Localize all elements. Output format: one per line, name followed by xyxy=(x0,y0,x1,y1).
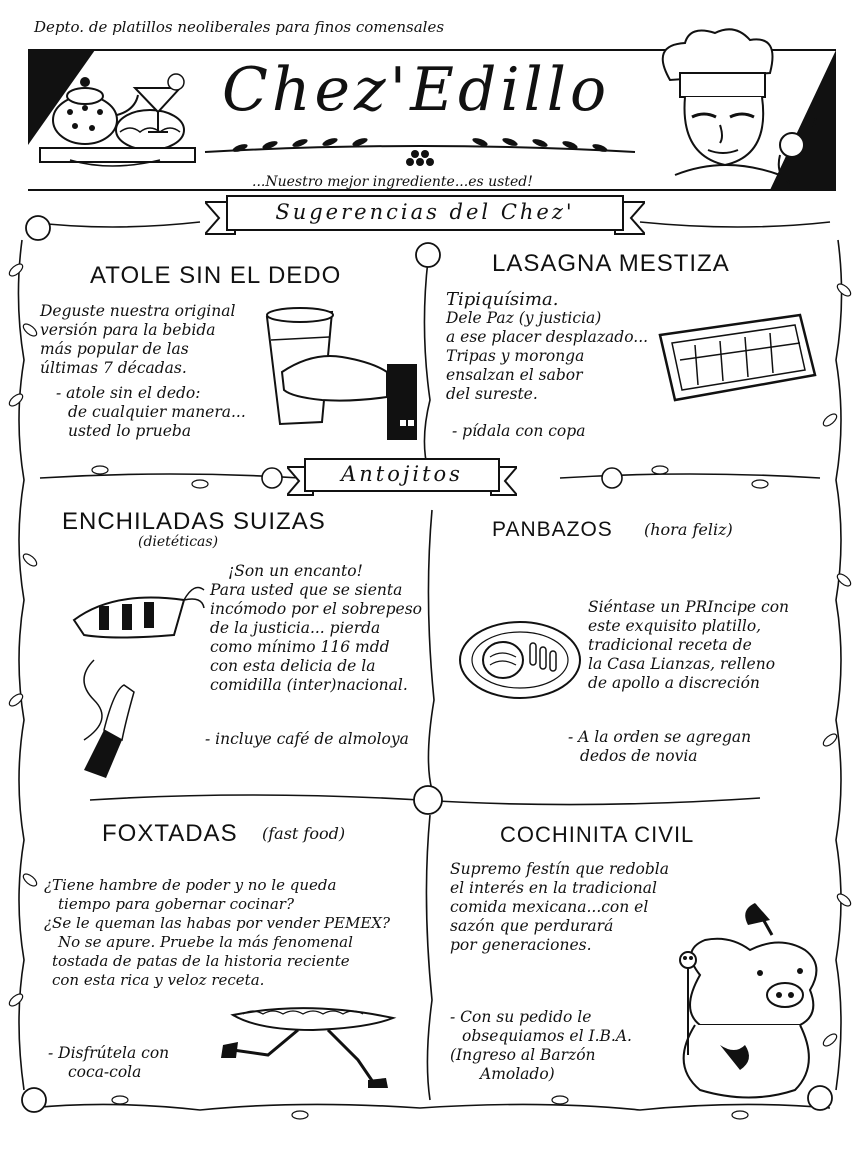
dish-body-panbazos: Siéntase un PRIncipe con este exquisito platillo, tradicional receta de la Casa Lianzas, relleno de apollo a discreción xyxy=(588,598,790,692)
dish-title-lasagna: LASAGNA MESTIZA xyxy=(492,250,730,277)
dish-title-foxtadas: FOXTADAS xyxy=(102,820,238,847)
dish-note-cochinita: - Con su pedido le obsequiamos el I.B.A. (Ingreso al Barzón Amolado) xyxy=(450,1008,632,1083)
dish-title-enchiladas: ENCHILADAS SUIZAS xyxy=(62,508,326,535)
pig-icon xyxy=(660,895,830,1105)
dish-note-foxtadas: - Disfrútela con coca-cola xyxy=(48,1044,170,1081)
restaurant-title: Chez'Edillo xyxy=(222,55,611,125)
dish-title-cochinita: COCHINITA CIVIL xyxy=(500,822,695,847)
dish-body-enchiladas: ¡Son un encanto! Para usted que se sienta incómodo por el sobrepeso de la justicia... pierda como mínimo 116 mdd con esta delicia de la comidilla (inter)nacional. xyxy=(210,562,422,694)
department-line: Depto. de platillos neoliberales para finos comensales xyxy=(34,18,445,36)
section-antojitos: Antojitos xyxy=(341,462,463,486)
dish-body-foxtadas: ¿Tiene hambre de poder y no le queda tiempo para gobernar cocinar? ¿Se le queman las habas por vender PEMEX? No se apure. Pruebe la más fenomenal tostada de patas de la historia reciente con esta rica y veloz receta. xyxy=(44,876,391,989)
dish-subtitle-enchiladas: (dietéticas) xyxy=(138,534,219,550)
section-sugerencias: Sugerencias del Chez' xyxy=(275,200,575,224)
tostada-legs-icon xyxy=(218,1000,408,1090)
enchilada-icon xyxy=(44,580,214,780)
dish-note-lasagna: - pídala con copa xyxy=(452,422,586,440)
tagline: ...Nuestro mejor ingrediente...es usted! xyxy=(252,174,533,190)
lasagna-dish-icon xyxy=(650,305,820,415)
dish-title-panbazos: PANBAZOS xyxy=(492,518,613,541)
dish-body-lasagna: Tipiquísima. Dele Paz (y justicia) a ese placer desplazado... Tripas y moronga ensalzan el sabor del sureste. xyxy=(446,289,649,403)
dish-subtitle-foxtadas: (fast food) xyxy=(262,824,346,843)
dish-note-enchiladas: - incluye café de almoloya xyxy=(205,730,409,748)
dish-body-cochinita: Supremo festín que redobla el interés en la tradicional comida mexicana...con el sazón que perdurará por generaciones. xyxy=(450,860,669,954)
dish-note-atole: - atole sin el dedo: de cualquier manera... usted lo prueba xyxy=(56,384,246,440)
panbazo-plate-icon xyxy=(458,615,588,705)
dish-body-atole: Deguste nuestra original versión para la bebida más popular de las últimas 7 décadas. xyxy=(40,302,236,377)
dish-title-atole: ATOLE SIN EL DEDO xyxy=(90,262,342,289)
dish-note-panbazos: - A la orden se agregan dedos de novia xyxy=(568,728,752,765)
cup-hand-icon xyxy=(262,302,422,442)
dish-subtitle-panbazos: (hora feliz) xyxy=(644,520,733,539)
